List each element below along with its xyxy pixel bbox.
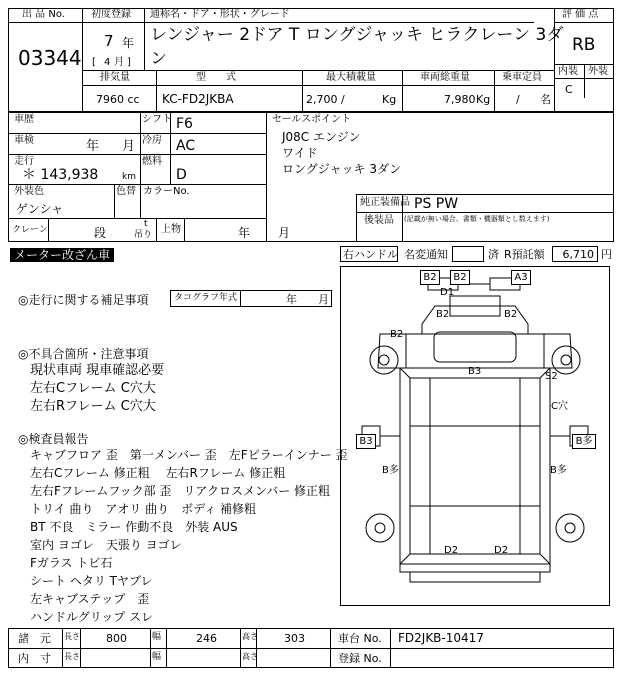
- vehicle-name-line2: ン: [150, 49, 167, 69]
- inner-width-label: 幅: [152, 652, 162, 662]
- sales-point-label: セールスポイント: [272, 114, 352, 125]
- length-label: 長さ: [64, 632, 80, 641]
- mark-s2: S2: [545, 371, 558, 382]
- height-value: 303: [284, 632, 305, 645]
- model-label: 型 式: [196, 72, 236, 83]
- name-change-label: 名変通知: [404, 248, 448, 261]
- max-load-unit: Kg: [382, 93, 397, 106]
- ac-value: AC: [176, 138, 196, 154]
- report-title: ◎検査員報告: [18, 432, 89, 446]
- report-line-1: キャブフロア 歪 第一メンバー 歪 左Fピラーインナー 歪: [30, 448, 348, 462]
- gross-weight-label: 車両総重量: [420, 72, 470, 83]
- gross-weight-unit: Kg: [476, 93, 491, 106]
- reg-label: 登録 No.: [338, 652, 382, 665]
- supplement-title: ◎走行に関する補足事項: [18, 293, 149, 307]
- tachograph-month-unit: 月: [318, 293, 329, 306]
- sales-point-1: J08C エンジン: [282, 130, 361, 144]
- history-label: 車歴: [14, 114, 34, 125]
- name-change-mark: 済: [488, 248, 499, 261]
- ac-label: 冷房: [142, 135, 162, 146]
- mark-a3-mirror-right: A3: [511, 270, 531, 285]
- first-reg-year: 7: [104, 32, 114, 50]
- lift-year-unit: 年: [238, 226, 251, 240]
- defect-line-1: 現状車両 現車確認必要: [30, 363, 165, 378]
- inspection-label: 車検: [14, 135, 34, 146]
- chassis-label: 車台 No.: [338, 632, 382, 645]
- report-line-8: シート ヘタリ Tヤブレ: [30, 574, 153, 588]
- mark-b-many-left: B多: [382, 465, 399, 476]
- month-close-bracket: ]: [127, 57, 131, 68]
- inner-height-label: 高さ: [242, 652, 258, 661]
- max-load-label: 最大積載量: [326, 72, 376, 83]
- color-value: ゲンシャ: [16, 202, 64, 216]
- tachograph-year-unit: 年: [286, 293, 297, 306]
- mark-b3-floor: B3: [468, 366, 482, 377]
- shift-label: シフト: [142, 114, 172, 125]
- first-reg-month: 4: [104, 57, 111, 68]
- inspection-year-unit: 年: [86, 139, 100, 154]
- sales-point-2: ワイド: [282, 146, 318, 160]
- lift-month-unit: 月: [278, 226, 291, 240]
- color-label: 外装色: [14, 186, 44, 197]
- fuel-value: D: [176, 167, 187, 183]
- mark-c-hole: C穴: [551, 401, 568, 412]
- crane-stage-unit: 段: [94, 226, 107, 240]
- mark-b2-mirror-left: B2: [420, 270, 440, 285]
- height-label: 高さ: [242, 632, 258, 641]
- report-line-9: 左キャブステップ 歪: [30, 592, 150, 606]
- fuel-label: 燃料: [142, 156, 162, 167]
- interior-label: 内装: [558, 66, 578, 77]
- report-line-10: ハンドルグリップ スレ: [30, 610, 154, 624]
- mark-b-many-right-gate: B多: [572, 434, 596, 449]
- options-label: 純正装備品: [360, 197, 410, 208]
- mark-b2-mirror-center: B2: [450, 270, 470, 285]
- meter-tamper-banner: メーター改ざん車: [10, 248, 114, 262]
- shift-value: F6: [176, 116, 193, 132]
- mark-d2-right: D2: [494, 545, 509, 556]
- first-reg-month-unit: 月: [114, 57, 124, 68]
- capacity-value: /: [516, 93, 520, 106]
- max-load-value: 2,700 /: [306, 93, 345, 106]
- report-line-5: BT 不良 ミラー 作動不良 外装 AUS: [30, 520, 238, 534]
- vehicle-name-label: 通称名・ドア・形状・グレード: [150, 9, 290, 20]
- mileage-unit: km: [122, 172, 136, 182]
- model-value: KC-FD2JKBA: [162, 92, 234, 106]
- spec-label: 諸 元: [18, 632, 51, 645]
- vehicle-name-line1: レンジャー 2ドア T ロングジャッキ ヒラクレーン 3ダ: [150, 25, 564, 45]
- displacement-value: 7960 cc: [96, 93, 140, 106]
- defect-line-2: 左右Cフレーム C穴大: [30, 381, 156, 396]
- report-line-2: 左右Cフレーム 修正粗 左右Rフレーム 修正粗: [30, 466, 286, 480]
- aftermarket-label: 後装品: [364, 215, 394, 226]
- mark-d2-left: D2: [444, 545, 459, 556]
- lot-number: 03344: [18, 46, 82, 70]
- mark-d1: D1: [440, 287, 455, 298]
- mark-b3-left-gate: B3: [356, 434, 376, 449]
- grade-value: RB: [572, 35, 596, 55]
- width-value: 246: [196, 632, 217, 645]
- crane-label: クレーン: [12, 225, 48, 235]
- rikuso-label: R預託額: [504, 248, 545, 261]
- truck-outline-diagram: [340, 266, 610, 606]
- mark-b2-cab-left: B2: [436, 309, 450, 320]
- inner-label: 内 寸: [18, 652, 51, 665]
- grade-label: 評 価 点: [562, 9, 599, 20]
- exterior-label: 外装: [588, 66, 608, 77]
- interior-score: C: [565, 83, 573, 96]
- color-no-label: 色替: [116, 186, 136, 197]
- report-line-7: Fガラス トビ石: [30, 556, 113, 570]
- capacity-unit: 名: [540, 93, 551, 106]
- mileage-value: ＊ 143,938: [22, 167, 99, 183]
- first-reg-label: 初度登録: [91, 9, 131, 20]
- inner-length-label: 長さ: [64, 652, 80, 661]
- options-value: PS PW: [414, 196, 459, 212]
- report-line-6: 室内 ヨゴレ 天張り ヨゴレ: [30, 538, 182, 552]
- report-line-4: トリイ 曲り アオリ 曲り ボディ 補修粗: [30, 502, 257, 516]
- capacity-label: 乗車定員: [502, 72, 542, 83]
- color-code-label: カラーNo.: [143, 186, 190, 197]
- report-line-3: 左右Fフレームフック部 歪 リアクロスメンバー 修正粗: [30, 484, 331, 498]
- mileage-label: 走行: [14, 156, 34, 167]
- lift-label: 上物: [161, 224, 181, 235]
- crane-ton-unit: t: [144, 219, 148, 229]
- mark-b2-door: B2: [390, 329, 404, 340]
- length-value: 800: [106, 632, 127, 645]
- lot-label: 出 品 No.: [22, 9, 65, 20]
- width-label: 幅: [152, 632, 162, 642]
- first-reg-year-unit: 年: [122, 36, 135, 50]
- steering-value: 右ハンドル: [343, 248, 398, 261]
- month-open-bracket: [: [92, 57, 96, 68]
- aftermarket-note: (記載が無い場合、書類・機器類とし数えます): [404, 215, 550, 223]
- defects-title: ◎不具合箇所・注意事項: [18, 347, 149, 361]
- name-change-box: [452, 246, 484, 262]
- inspection-month-unit: 月: [122, 139, 136, 154]
- crane-hook-label: 吊り: [134, 230, 153, 240]
- gross-weight-value: 7,980: [444, 93, 476, 106]
- defect-line-3: 左右Rフレーム C穴大: [30, 399, 156, 414]
- rikuso-value: 6,710: [562, 248, 594, 261]
- displacement-label: 排気量: [100, 72, 130, 83]
- tachograph-label: タコグラフ年式: [174, 293, 238, 303]
- mark-b-many-inner: B多: [550, 465, 567, 476]
- rikuso-unit: 円: [601, 248, 612, 261]
- chassis-value: FD2JKB-10417: [398, 631, 484, 645]
- sales-point-3: ロングジャッキ 3ダン: [282, 162, 402, 176]
- mark-b2-cab-right: B2: [504, 309, 518, 320]
